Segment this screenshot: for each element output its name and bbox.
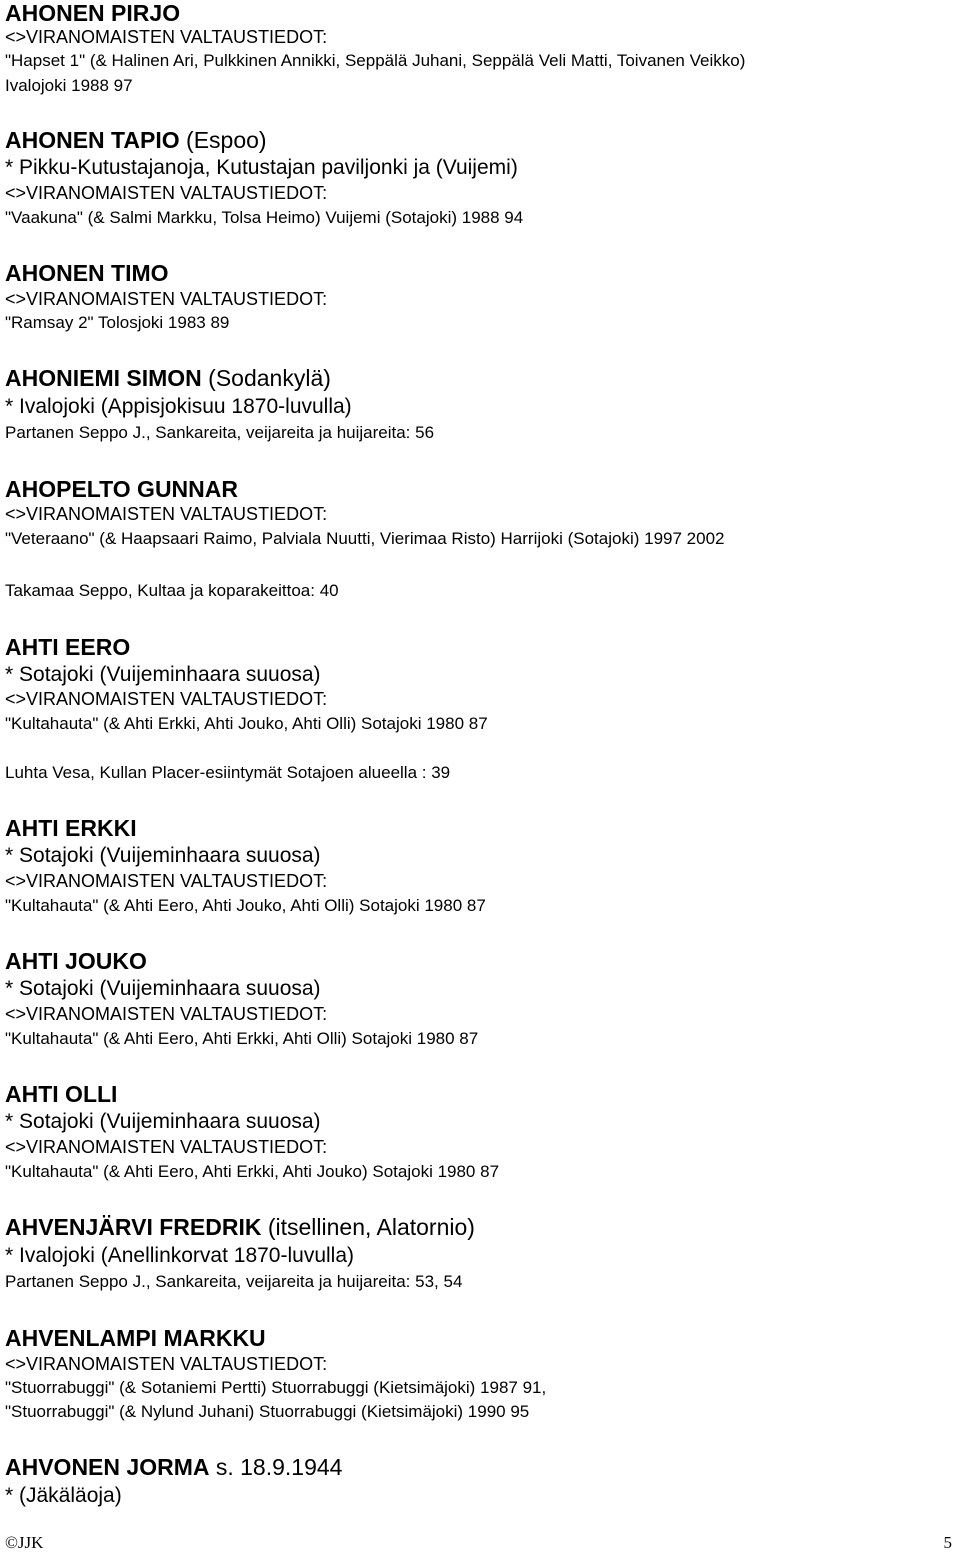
- entry-location: (Espoo): [179, 127, 267, 153]
- page-number: 5: [943, 1533, 952, 1552]
- entry-text: "Stuorrabuggi" (& Nylund Juhani) Stuorrabuggi (Kietsimäjoki) 1990 95: [5, 1402, 530, 1421]
- entry-name: AHTI ERKKI: [5, 815, 137, 841]
- entry-text: "Kultahauta" (& Ahti Eero, Ahti Erkki, Ahti Olli) Sotajoki 1980 87: [5, 1029, 479, 1048]
- entry-location: (itsellinen, Alatornio): [261, 1214, 475, 1240]
- entry-site: * Sotajoki (Vuijeminhaara suuosa): [5, 844, 321, 867]
- valtaus-header: <>VIRANOMAISTEN VALTAUSTIEDOT:: [5, 1137, 328, 1157]
- entry-text: "Veteraano" (& Haapsaari Raimo, Palviala Nuutti, Vierimaa Risto) Harrijoki (Sotajoki) 1997 2002: [5, 529, 725, 548]
- valtaus-header: <>VIRANOMAISTEN VALTAUSTIEDOT:: [5, 871, 328, 891]
- footer-copyright: ©JJK: [5, 1533, 44, 1552]
- valtaus-header: <>VIRANOMAISTEN VALTAUSTIEDOT:: [5, 289, 328, 309]
- valtaus-header: <>VIRANOMAISTEN VALTAUSTIEDOT:: [5, 689, 328, 709]
- valtaus-header: <>VIRANOMAISTEN VALTAUSTIEDOT:: [5, 27, 328, 47]
- entry-name: AHVENJÄRVI FREDRIK (itsellinen, Alatornio): [5, 1214, 475, 1240]
- entry-text: "Stuorrabuggi" (& Sotaniemi Pertti) Stuorrabuggi (Kietsimäjoki) 1987 91,: [5, 1378, 547, 1397]
- entry-location: s. 18.9.1944: [209, 1454, 343, 1480]
- entry-name: AHTI JOUKO: [5, 948, 147, 974]
- entry-site: * Sotajoki (Vuijeminhaara suuosa): [5, 977, 321, 1000]
- entry-name: AHOPELTO GUNNAR: [5, 476, 238, 502]
- valtaus-header: <>VIRANOMAISTEN VALTAUSTIEDOT:: [5, 183, 328, 203]
- entry-name: AHTI OLLI: [5, 1081, 118, 1107]
- entry-name: AHONEN TIMO: [5, 260, 169, 286]
- valtaus-header: <>VIRANOMAISTEN VALTAUSTIEDOT:: [5, 1004, 328, 1024]
- entry-name: AHONIEMI SIMON (Sodankylä): [5, 365, 331, 391]
- entry-text: "Ramsay 2" Tolosjoki 1983 89: [5, 313, 230, 332]
- entry-text: Luhta Vesa, Kullan Placer-esiintymät Sotajoen alueella : 39: [5, 763, 451, 782]
- entry-name: AHONEN PIRJO: [5, 0, 181, 26]
- valtaus-header: <>VIRANOMAISTEN VALTAUSTIEDOT:: [5, 1354, 328, 1374]
- entry-text: "Hapset 1" (& Halinen Ari, Pulkkinen Annikki, Seppälä Juhani, Seppälä Veli Matti, Toivanen Veikko): [5, 51, 746, 70]
- entry-text: "Kultahauta" (& Ahti Eero, Ahti Erkki, Ahti Jouko) Sotajoki 1980 87: [5, 1162, 500, 1181]
- entry-text: Takamaa Seppo, Kultaa ja koparakeittoa: 40: [5, 581, 339, 600]
- entry-name: AHONEN TAPIO (Espoo): [5, 127, 267, 153]
- entry-text: Partanen Seppo J., Sankareita, veijareita ja huijareita: 56: [5, 423, 435, 442]
- entry-text: Ivalojoki 1988 97: [5, 76, 133, 95]
- entry-text: Partanen Seppo J., Sankareita, veijareita ja huijareita: 53, 54: [5, 1272, 463, 1291]
- entry-site: * Sotajoki (Vuijeminhaara suuosa): [5, 663, 321, 686]
- valtaus-header: <>VIRANOMAISTEN VALTAUSTIEDOT:: [5, 504, 328, 524]
- entry-site: * Pikku-Kutustajanoja, Kutustajan paviljonki ja (Vuijemi): [5, 156, 518, 179]
- entry-name: AHTI EERO: [5, 634, 131, 660]
- entry-text: "Vaakuna" (& Salmi Markku, Tolsa Heimo) Vuijemi (Sotajoki) 1988 94: [5, 208, 524, 227]
- entry-text: "Kultahauta" (& Ahti Erkki, Ahti Jouko, Ahti Olli) Sotajoki 1980 87: [5, 714, 488, 733]
- entry-site: * (Jäkäläoja): [5, 1484, 122, 1507]
- entry-site: * Ivalojoki (Appisjokisuu 1870-luvulla): [5, 395, 352, 418]
- entry-name: AHVENLAMPI MARKKU: [5, 1325, 266, 1351]
- entry-site: * Ivalojoki (Anellinkorvat 1870-luvulla): [5, 1244, 355, 1267]
- entry-name: AHVONEN JORMA s. 18.9.1944: [5, 1454, 343, 1480]
- entry-site: * Sotajoki (Vuijeminhaara suuosa): [5, 1110, 321, 1133]
- entry-text: "Kultahauta" (& Ahti Eero, Ahti Jouko, Ahti Olli) Sotajoki 1980 87: [5, 896, 486, 915]
- entry-location: (Sodankylä): [201, 365, 331, 391]
